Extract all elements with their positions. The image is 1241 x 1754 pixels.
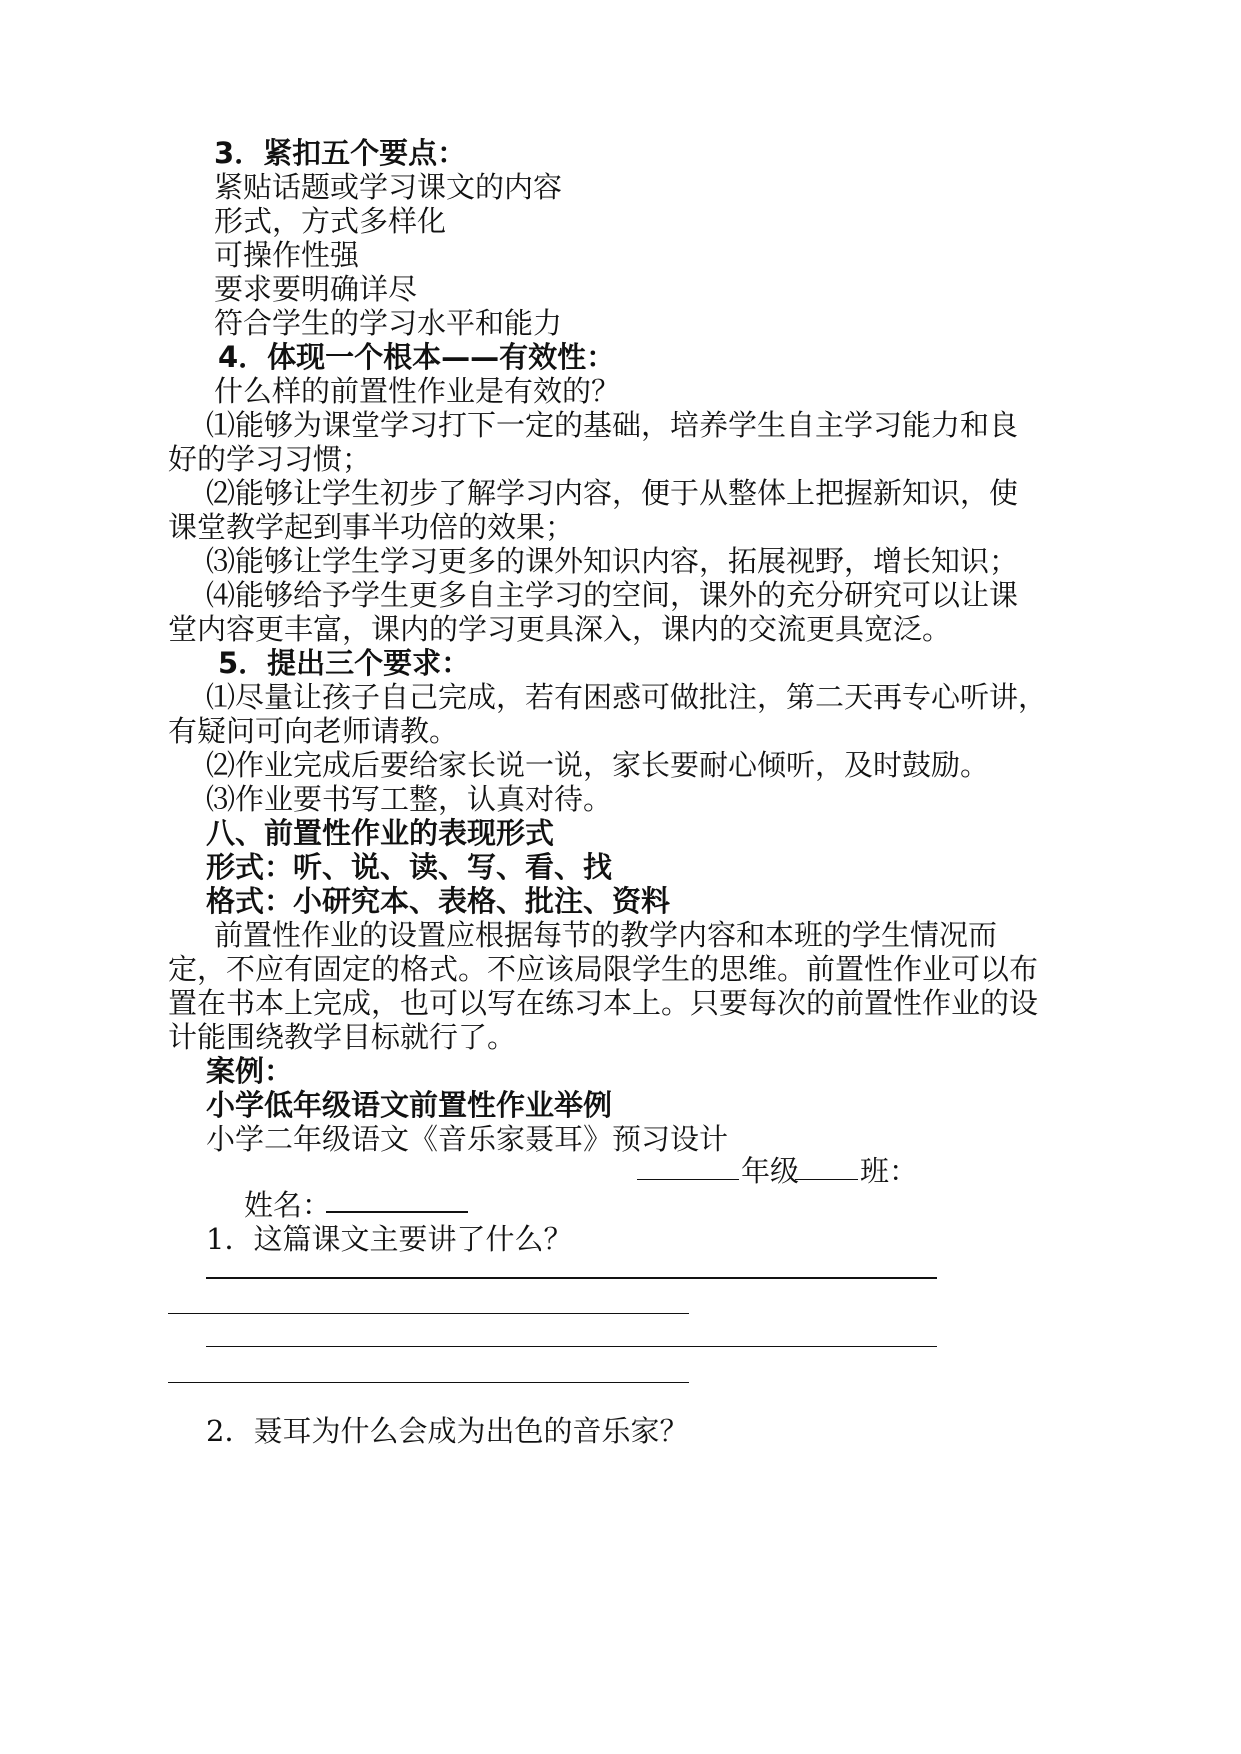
list-item: 形式，方式多样化 bbox=[214, 204, 447, 238]
example-label: 案例： bbox=[206, 1054, 294, 1088]
paragraph-line: 堂内容更丰富，课内的学习更具深入，课内的交流更具宽泛。 bbox=[168, 612, 952, 646]
list-item: 可操作性强 bbox=[214, 238, 360, 272]
list-item: 紧贴话题或学习课文的内容 bbox=[214, 170, 563, 204]
paragraph-line: ⑶作业要书写工整，认真对待。 bbox=[206, 782, 613, 816]
paragraph-line: ⑴能够为课堂学习打下一定的基础，培养学生自主学习能力和良 bbox=[206, 408, 1019, 442]
answer-line bbox=[168, 1313, 689, 1314]
paragraph-line: 计能围绕教学目标就行了。 bbox=[168, 1020, 517, 1054]
class-blank bbox=[795, 1179, 858, 1180]
paragraph-line: 课堂教学起到事半功倍的效果； bbox=[168, 510, 575, 544]
name-label: 姓名： bbox=[244, 1188, 332, 1222]
paragraph-line: 好的学习习惯； bbox=[168, 442, 372, 476]
section5-heading: 5．提出三个要求： bbox=[218, 646, 471, 680]
section4-question: 什么样的前置性作业是有效的？ bbox=[214, 374, 621, 408]
paragraph-line: 有疑问可向老师请教。 bbox=[168, 714, 459, 748]
format-line: 格式：小研究本、表格、批注、资料 bbox=[206, 884, 671, 918]
question-1: 1．这篇课文主要讲了什么？ bbox=[206, 1222, 573, 1256]
section3-heading: 3．紧扣五个要点： bbox=[214, 136, 467, 170]
section4-heading: 4．体现一个根本——有效性： bbox=[218, 340, 616, 374]
example-title: 小学低年级语文前置性作业举例 bbox=[206, 1088, 613, 1122]
question-2: 2．聂耳为什么会成为出色的音乐家？ bbox=[206, 1414, 689, 1448]
name-blank bbox=[326, 1211, 468, 1213]
grade-blank bbox=[637, 1179, 739, 1180]
forms-line: 形式：听、说、读、写、看、找 bbox=[206, 850, 613, 884]
grade-label: 年级 bbox=[741, 1154, 800, 1188]
paragraph-line: 前置性作业的设置应根据每节的教学内容和本班的学生情况而 bbox=[214, 918, 998, 952]
paragraph-line: ⑵能够让学生初步了解学习内容，便于从整体上把握新知识，使 bbox=[206, 476, 1019, 510]
paragraph-line: ⑵作业完成后要给家长说一说，家长要耐心倾听，及时鼓励。 bbox=[206, 748, 990, 782]
paragraph-line: ⑴尽量让孩子自己完成，若有困惑可做批注，第二天再专心听讲， bbox=[206, 680, 1048, 714]
answer-line bbox=[206, 1277, 937, 1279]
paragraph-line: ⑷能够给予学生更多自主学习的空间，课外的充分研究可以让课 bbox=[206, 578, 1019, 612]
answer-line bbox=[206, 1346, 937, 1347]
list-item: 要求要明确详尽 bbox=[214, 272, 418, 306]
class-label: 班： bbox=[860, 1154, 919, 1188]
section8-heading: 八、前置性作业的表现形式 bbox=[206, 816, 555, 850]
list-item: 符合学生的学习水平和能力 bbox=[214, 306, 563, 340]
example-subtitle: 小学二年级语文《音乐家聂耳》预习设计 bbox=[206, 1122, 729, 1156]
answer-line bbox=[168, 1382, 689, 1383]
paragraph-line: 定，不应有固定的格式。不应该局限学生的思维。前置性作业可以布 bbox=[168, 952, 1039, 986]
paragraph-line: 置在书本上完成，也可以写在练习本上。只要每次的前置性作业的设 bbox=[168, 986, 1039, 1020]
paragraph-line: ⑶能够让学生学习更多的课外知识内容，拓展视野，增长知识； bbox=[206, 544, 1019, 578]
